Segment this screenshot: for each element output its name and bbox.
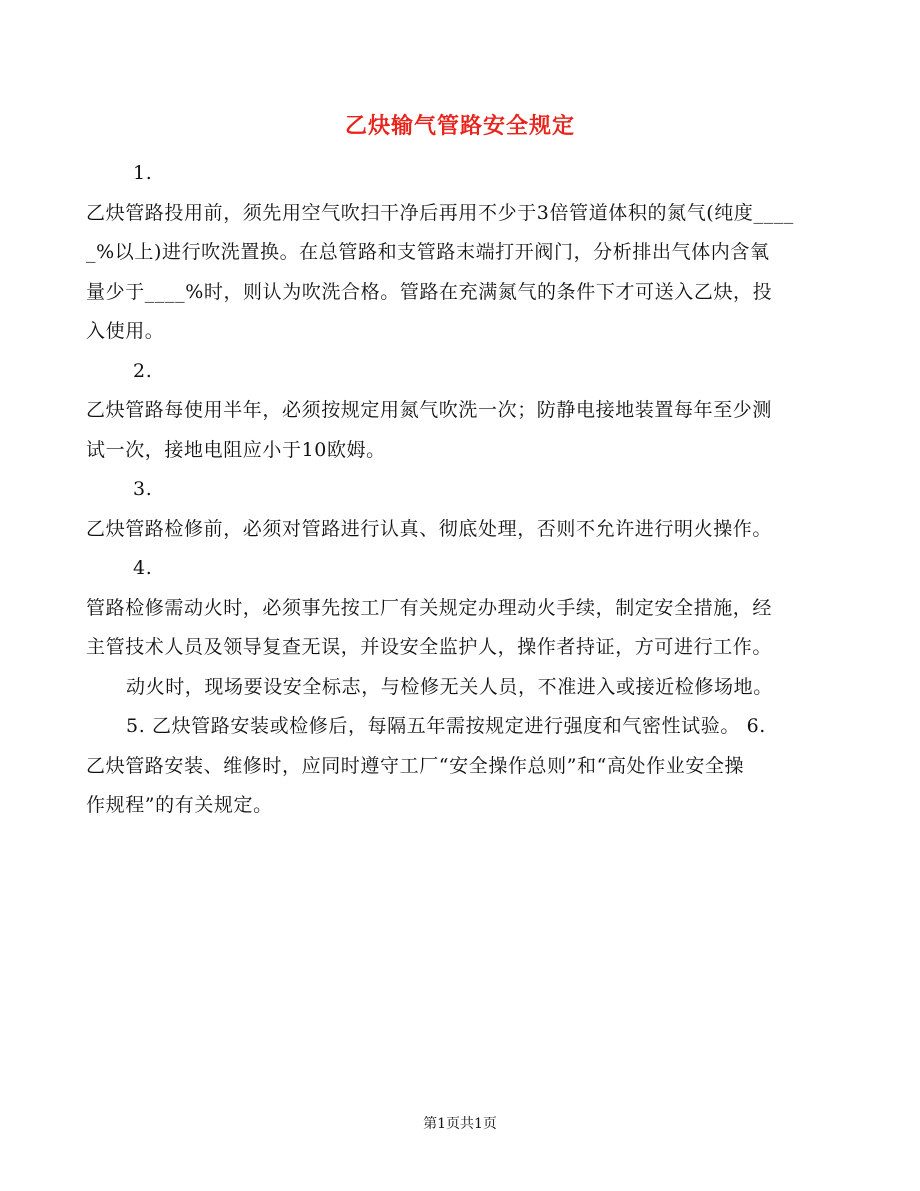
- body-line: _%以上)进行吹洗置换。在总管路和支管路末端打开阀门，分析排出气体内含氧: [86, 241, 770, 263]
- body-line: 管路检修需动火时，必须事先按工厂有关规定办理动火手续，制定安全措施，经: [86, 596, 773, 619]
- body-line: 乙炔管路检修前，必须对管路进行认真、彻底处理，否则不允许进行明火操作。: [86, 517, 773, 540]
- clause-number-2: 2.: [133, 359, 153, 382]
- body-line: 乙炔管路每使用半年，必须按规定用氮气吹洗一次；防静电接地装置每年至少测: [86, 399, 773, 421]
- clause-number-4: 4.: [133, 557, 153, 579]
- clause-number-3: 3.: [133, 478, 153, 500]
- body-line: 入使用。: [86, 320, 165, 342]
- body-line: 量少于____%时，则认为吹洗合格。管路在充满氮气的条件下才可送入乙炔，投: [86, 280, 773, 303]
- page-footer: 第1页共1页: [423, 1116, 497, 1132]
- body-line: 试一次，接地电阻应小于10欧姆。: [86, 438, 386, 461]
- clause-number-1: 1.: [133, 162, 153, 184]
- document-title: 乙炔输气管路安全规定: [344, 113, 575, 139]
- clause-5-line: 5. 乙炔管路安装或检修后，每隔五年需按规定进行强度和气密性试验。 6.: [126, 715, 766, 737]
- body-line: 乙炔管路安装、维修时，应同时遵守工厂“安全操作总则”和“高处作业安全操: [86, 754, 745, 777]
- body-line: 主管技术人员及领导复查无误，并设安全监护人，操作者持证，方可进行工作。: [86, 636, 773, 658]
- document-body: [86, 154, 838, 826]
- body-line-indented: 动火时，现场要设安全标志，与检修无关人员，不准进入或接近检修场地。: [126, 675, 773, 698]
- body-line: 作规程”的有关规定。: [86, 794, 273, 816]
- body-line: 乙炔管路投用前，须先用空气吹扫干净后再用不少于3倍管道体积的氮气(纯度____: [86, 201, 794, 224]
